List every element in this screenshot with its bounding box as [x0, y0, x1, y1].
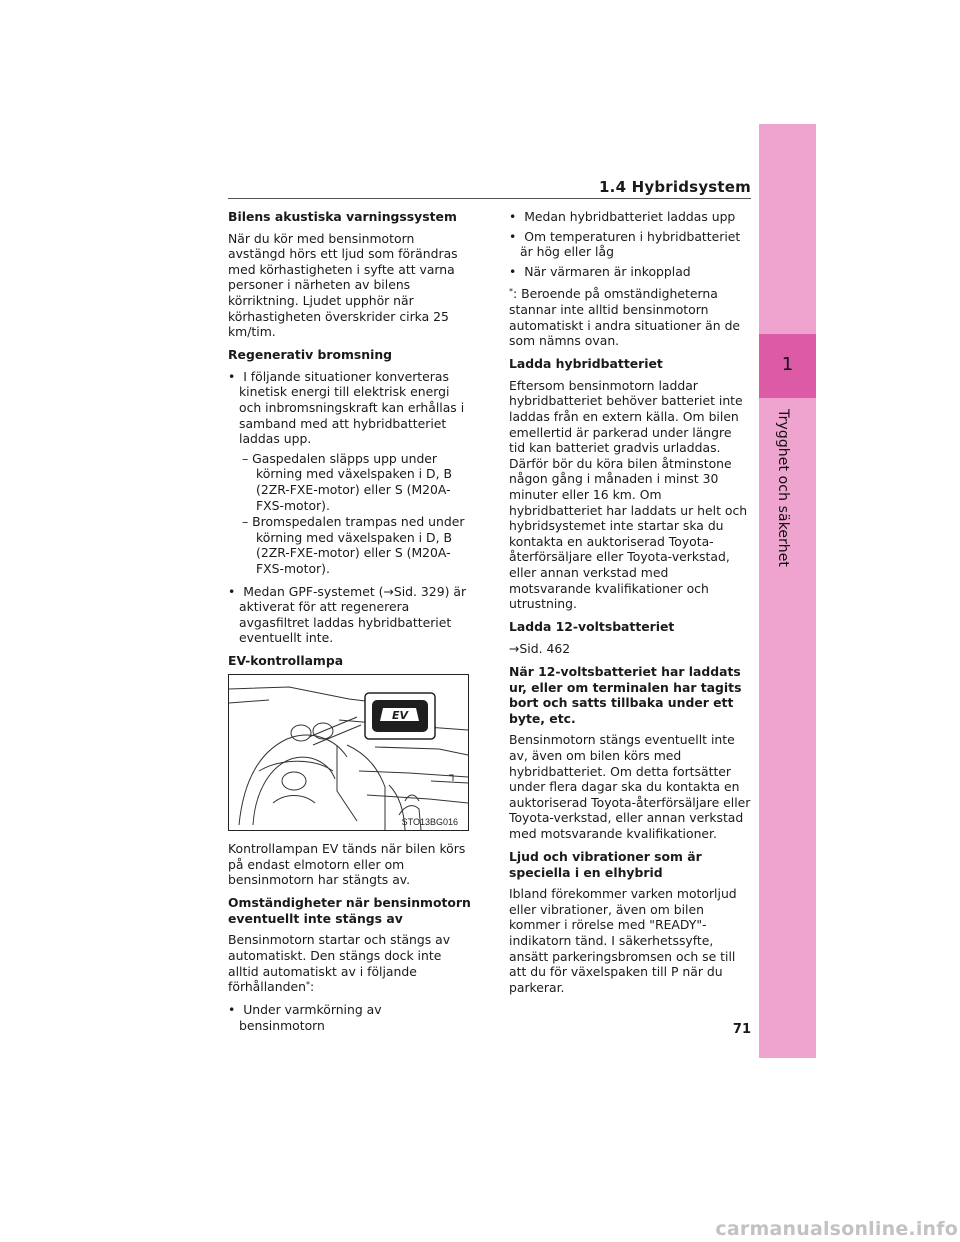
heading-after-12v-discharge: När 12-voltsbatteriet har laddats ur, eller om terminalen har tagits bort och satts tillbaka under ett byte, etc.	[509, 663, 742, 726]
heading-hybrid-noise: Ljud och vibrationer som är speciella i en elhybrid	[509, 848, 702, 880]
bullet-gpf-system: • Medan GPF-systemet (→Sid. 329) är aktiverat för att regenerera avgasfiltret laddas hybridbatteriet eventuellt inte.	[228, 583, 467, 646]
footnote-text: : Beroende på omständigheterna stannar inte alltid bensinmotorn automatiskt i andra situationer än de som nämns ovan.	[509, 286, 741, 349]
reference-12v-battery	[509, 641, 751, 657]
left-column-lower	[228, 841, 471, 1038]
bullet-text: Under varmkörning av bensinmotorn	[239, 1002, 382, 1033]
header-divider	[228, 198, 751, 199]
paragraph-ev-indicator: Kontrollampan EV tänds när bilen körs på endast elmotorn eller om bensinmotorn har stängts av.	[228, 841, 466, 888]
subbullet-text: Bromspedalen trampas ned under körning med växelspaken i D, B (2ZR-FXE-motor) eller S (M20A-FXS-motor).	[252, 514, 465, 576]
bullet-text: I följande situationer konverteras kinetisk energi till elektrisk energi och inbromsningskraft kan erhållas i samband med att hybridbatteriet laddas upp.	[239, 368, 465, 447]
page-reference-link[interactable]: Sid. 329	[393, 583, 445, 599]
bullet-battery-charging: • Medan hybridbatteriet laddas upp	[509, 209, 736, 224]
bullet-heater: • När värmaren är inkopplad	[509, 263, 691, 279]
bullet-regen-intro: • I följande situationer konverteras kinetisk energi till elektrisk energi och inbromsningskraft kan erhållas i samband med att hybridbatteriet laddas upp.	[228, 368, 465, 447]
chapter-side-tab	[759, 124, 816, 1058]
footnote	[509, 286, 751, 348]
page-reference-link[interactable]: Sid. 462	[519, 640, 571, 656]
arrow-icon: →	[509, 640, 520, 656]
footnote-marker: *	[305, 980, 310, 990]
heading-ev-indicator: EV-kontrollampa	[228, 652, 344, 668]
subbullet-brake-pedal: – Bromspedalen trampas ned under körning med växelspaken i D, B (2ZR-FXE-motor) eller S (M20A-FXS-motor).	[242, 514, 465, 576]
bullet-battery-temperature: • Om temperaturen i hybridbatteriet är hög eller låg	[509, 228, 741, 260]
heading-charge-12v-battery: Ladda 12-voltsbatteriet	[509, 619, 675, 635]
chapter-title: Trygghet och säkerhet	[775, 409, 791, 568]
dashboard-illustration	[229, 675, 468, 830]
paragraph-after-12v-discharge: Bensinmotorn stängs eventuellt inte av, även om bilen körs med hybridbatteriet. Om detta fortsätter under flera dagar ska du kontakta en auktoriserad Toyota-återförsäljare eller Toyota-verkstad, eller annan verkstad med motsvarande kvalifikationer.	[509, 732, 751, 841]
bullet-warmup: • Under varmkörning av bensinmotorn	[228, 1002, 382, 1033]
bullet-text-pre: Medan GPF-systemet (	[243, 583, 384, 599]
footnote-marker: *	[509, 287, 513, 297]
section-title: 1.4 Hybridsystem	[599, 178, 751, 196]
paragraph-text: Bensinmotorn startar och stängs av automatiskt. Den stängs dock inte alltid automatiskt av i följande förhållanden	[228, 932, 451, 995]
figure-code: STO13BG016	[401, 817, 458, 827]
bullet-text-post: ) är aktiverat för att regenerera avgasfiltret laddas hybridbatteriet eventuellt inte.	[239, 583, 467, 646]
page-number: 71	[732, 1022, 751, 1037]
heading-charge-hybrid-battery: Ladda hybridbatteriet	[509, 356, 663, 372]
ev-indicator-illustration	[228, 674, 469, 831]
heading-regenerative-braking: Regenerativ bromsning	[228, 347, 393, 363]
subbullet-text: Gaspedalen släpps upp under körning med växelspaken i D, B (2ZR-FXE-motor) eller S (M20A-FXS-motor).	[252, 450, 452, 513]
arrow-icon: →	[383, 583, 394, 599]
paragraph-hybrid-noise: Ibland förekommer varken motorljud eller vibrationer, även om bilen kommer i rörelse med "READY"-indikatorn tänd. I säkerhetssyfte, ansätt parkeringsbromsen och se till att du för växelspaken till P när du parkerar.	[509, 886, 737, 995]
paragraph-colon: :	[309, 979, 315, 995]
left-column	[228, 209, 471, 675]
paragraph-acoustic-warning: När du kör med bensinmotorn avstängd hörs ett ljud som förändras med körhastigheten i syfte att varna personer i närheten av bilens körriktning. Ljudet upphör när körhastigheten överskrider cirka 25 km/tim.	[228, 230, 458, 340]
ev-indicator-text: EV	[391, 709, 409, 722]
heading-engine-circumstances: Omständigheter när bensinmotorn eventuellt inte stängs av	[228, 895, 471, 926]
bullet-text: Medan hybridbatteriet laddas upp	[524, 209, 736, 224]
subbullet-accelerator: – Gaspedalen släpps upp under körning med växelspaken i D, B (2ZR-FXE-motor) eller S (M20A-FXS-motor).	[242, 450, 452, 513]
bullet-text: Om temperaturen i hybridbatteriet är hög eller låg	[520, 228, 741, 260]
heading-acoustic-warning: Bilens akustiska varningssystem	[228, 209, 457, 224]
chapter-number: 1	[781, 354, 794, 375]
right-column	[509, 209, 751, 1003]
watermark: carmanualsonline.info	[715, 1218, 958, 1240]
paragraph-charge-hybrid-battery: Eftersom bensinmotorn laddar hybridbatteriet behöver batteriet inte laddas från en extern källa. Om bilen emellertid är parkerad under längre tid kan batteriet gradvis urladdas. Därför bör du köra bilen åtminstone någon gång i månaden i minst 30 minuter eller 16 km. Om hybridbatteriet har laddats ur helt och hybridsystemet inte startar ska du kontakta en auktoriserad Toyota-återförsäljare eller Toyota-verkstad, eller annan verkstad med motsvarande kvalifikationer och utrustning.	[509, 377, 748, 612]
bullet-text: När värmaren är inkopplad	[524, 263, 691, 279]
paragraph-engine-circumstances	[228, 932, 471, 994]
